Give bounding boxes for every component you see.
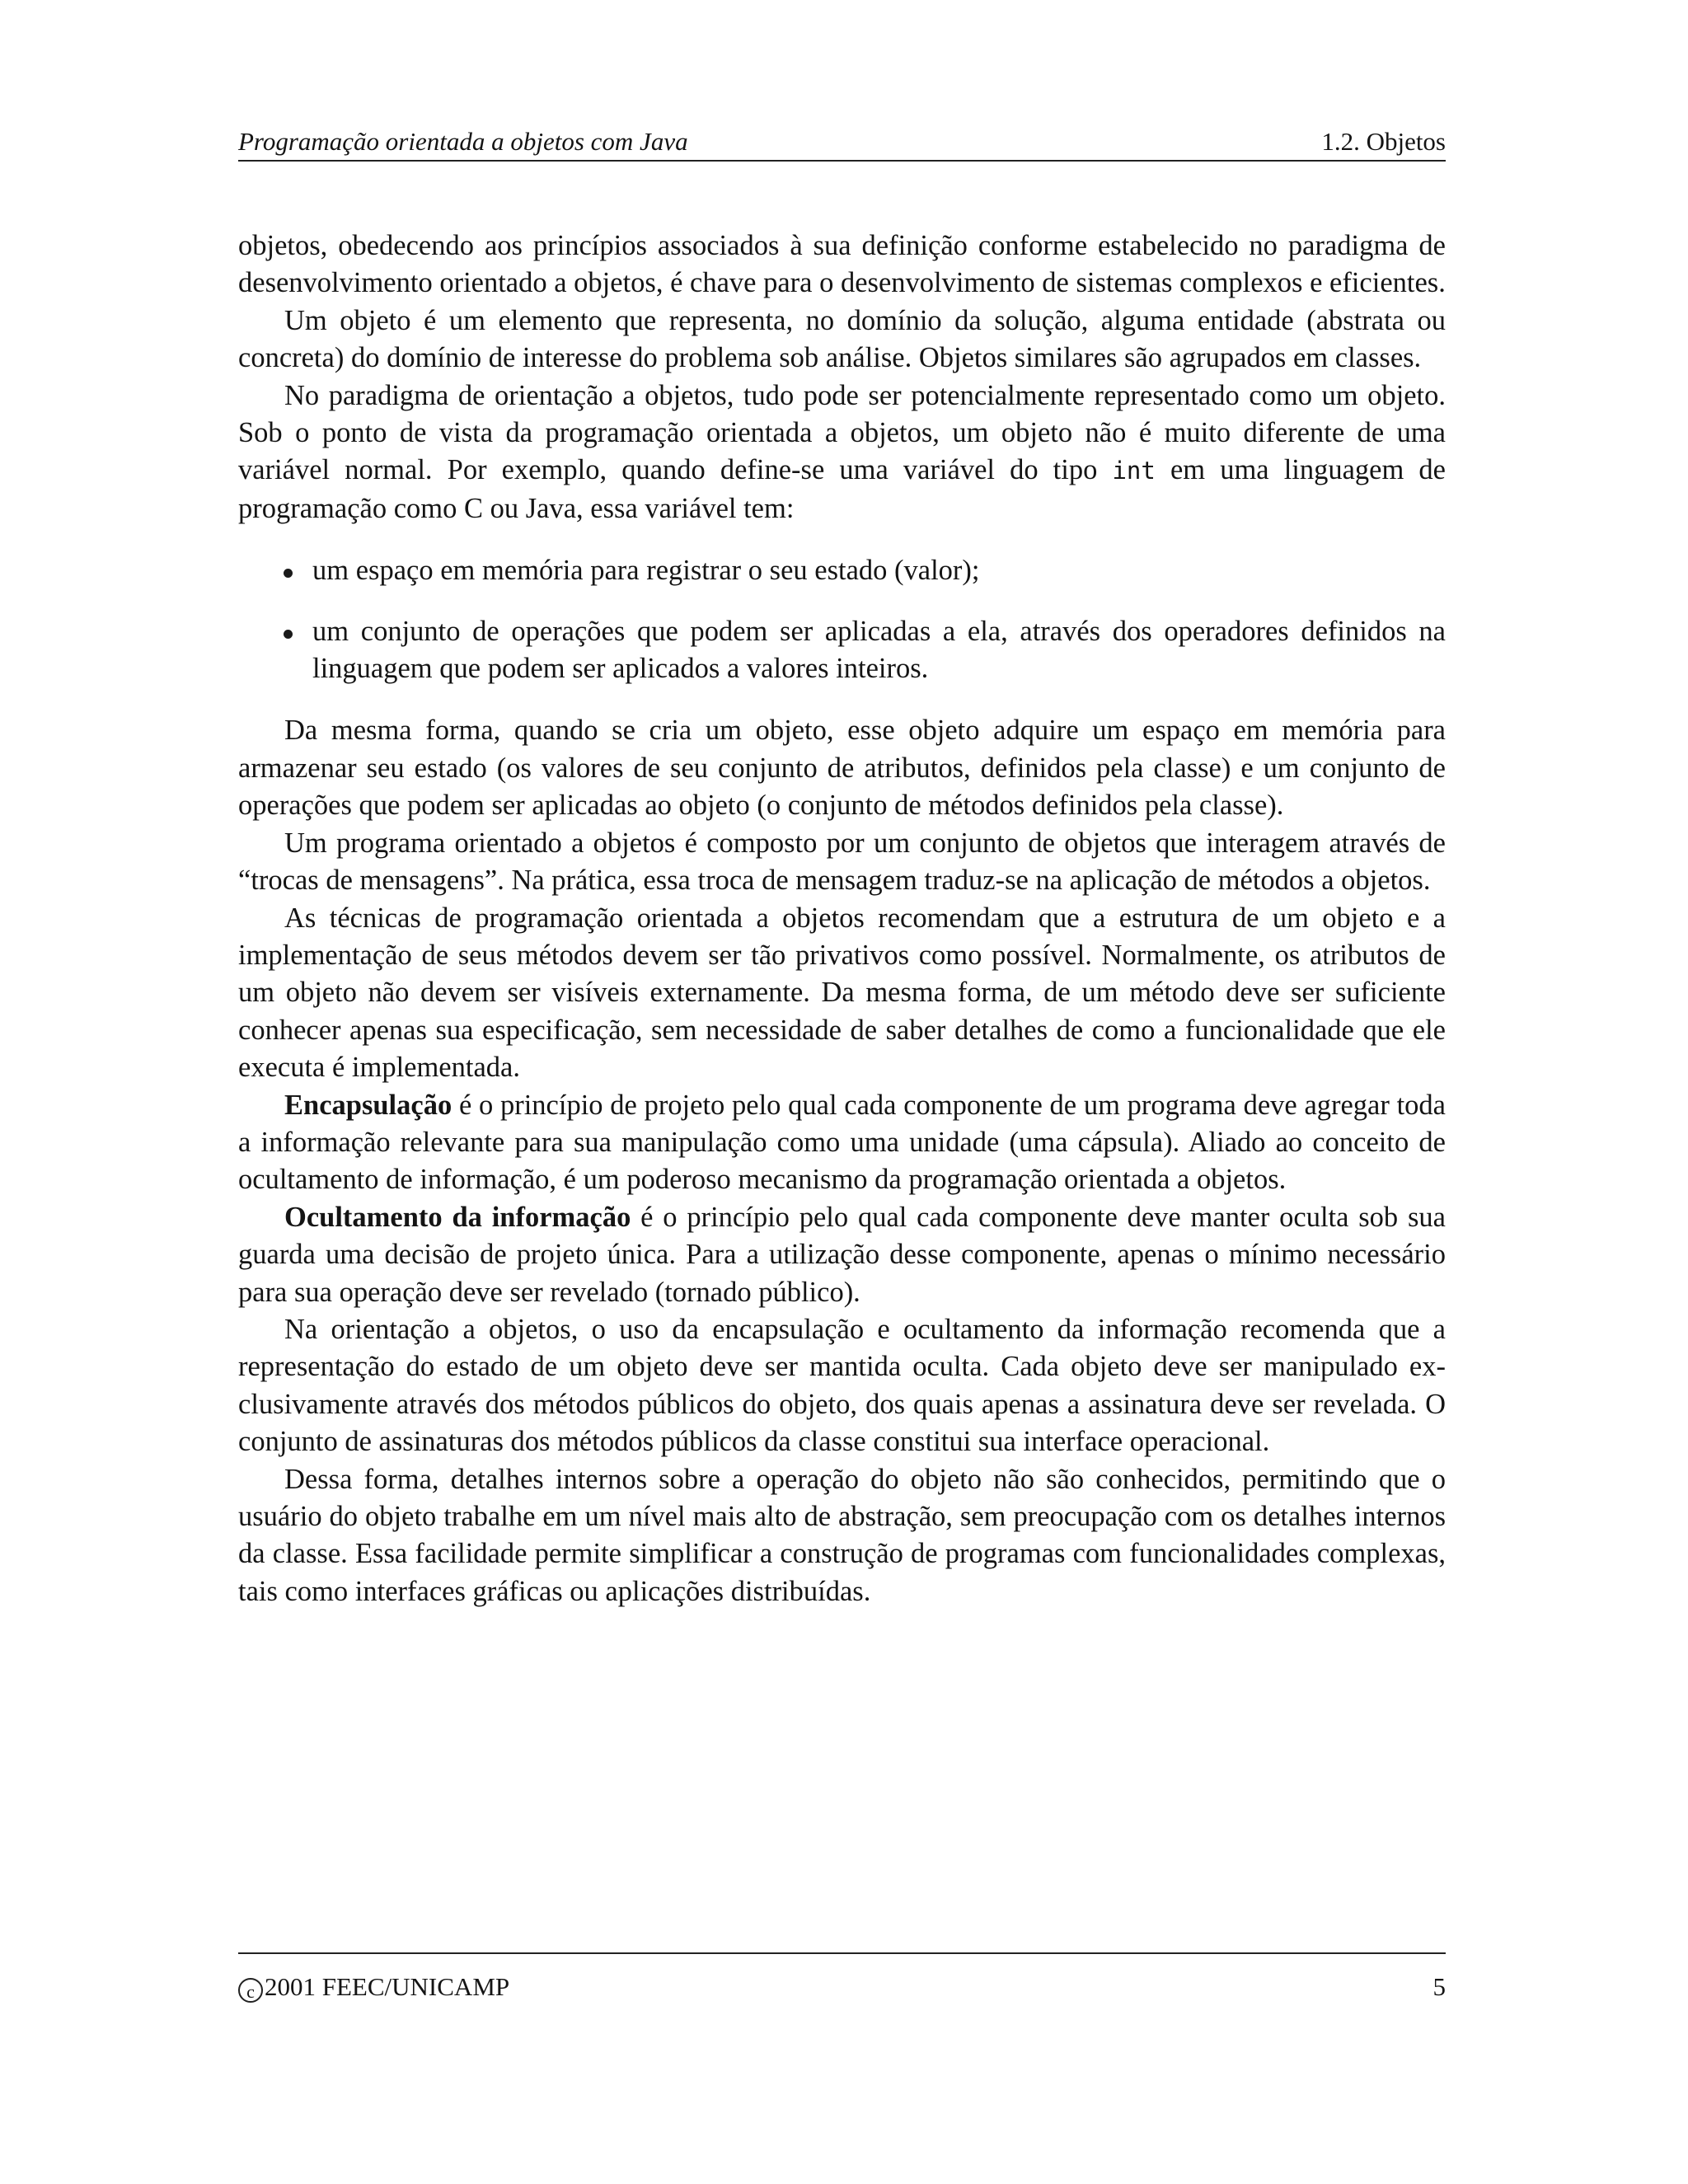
book-title: Programação orientada a objetos com Java — [238, 127, 688, 156]
term-encapsulacao: Encapsulação — [284, 1089, 452, 1121]
page-body — [238, 227, 1446, 1610]
bullet-icon — [284, 569, 293, 578]
paragraph-3-text-a: No paradigma de orientação a objetos, tudo pode ser potencialmente representado como um objeto. Sob o ponto de vista da programação orientada a objetos, um objeto não é muito diferente de uma variável normal. Por exemplo, quando define-se uma variável do tipo — [238, 379, 1446, 486]
paragraph-4: Da mesma forma, quando se cria um objeto, esse objeto adquire um espaço em memória para armazenar seu estado (os valores de seu conjunto de atributos, definidos pela classe) e um conjunto de operações que podem ser aplicadas ao objeto (o conjunto de métodos definidos pela classe). — [238, 715, 1446, 822]
copyright-text: 2001 FEEC/UNICAMP — [265, 1972, 510, 2001]
list-item — [238, 613, 1446, 688]
paragraph-8 — [238, 1199, 1446, 1311]
paragraph-3-text-b: em uma linguagem de programação como C ou Java, essa variável tem: — [238, 454, 1446, 524]
paragraph-3 — [238, 377, 1446, 528]
copyright-icon: c — [238, 1978, 263, 2003]
paragraph-2: Um objeto é um elemento que representa, no domínio da solução, alguma entidade (abstrata ou concreta) do domínio de interesse do problema sob análise. Objetos similares são agrupados em classes. — [238, 304, 1446, 374]
running-header — [238, 122, 1446, 162]
list-item-text: um espaço em memória para registrar o seu estado (valor); — [312, 555, 980, 587]
page-footer — [238, 1952, 1446, 2004]
paragraph-7 — [238, 1087, 1446, 1199]
paragraph-5: Um programa orientado a objetos é composto por um conjunto de objetos que interagem através de “trocas de mensagens”. Na prática, essa troca de mensagem traduz-se na aplicação de métodos a objetos. — [238, 827, 1446, 897]
section-title: 1.2. Objetos — [1321, 127, 1446, 156]
paragraph-7-text: é o princípio de projeto pelo qual cada componente de um programa deve agregar toda a informação relevante para sua manipulação como uma unidade (uma cápsula). Aliado ao conceito de ocultamento de informação, é um poderoso mecanismo da programação orientada a objetos. — [238, 1089, 1446, 1196]
copyright — [238, 1971, 509, 2004]
paragraph-10: Dessa forma, detalhes internos sobre a operação do objeto não são conhecidos, permitindo que o usuário do objeto trabalhe em um nível mais alto de abstração, sem preocupação com os detalhes internos da classe. Essa facilidade permite simplificar a construção de programas com funcionalidades complexas, tais como interfaces gráficas ou aplicações distribuídas. — [238, 1463, 1446, 1607]
bullet-icon — [284, 630, 293, 639]
inline-code-int: int — [1112, 457, 1156, 485]
paragraph-1: objetos, obedecendo aos princípios associados à sua definição conforme estabelecido no paradigma de desenvolvimento orientado a objetos, é chave para o desenvolvimento de sistemas complexos e eficientes. — [238, 230, 1446, 299]
bullet-list — [238, 552, 1446, 687]
list-item — [238, 552, 1446, 589]
page-number: 5 — [1432, 1972, 1446, 2001]
paragraph-9: Na orientação a objetos, o uso da encapsulação e ocultamento da informação recomenda que a representação do estado de um objeto deve ser mantida oculta. Cada objeto deve ser manipulado exclusivamente através dos métodos públicos do objeto, dos quais apenas a assinatura deve ser revelada. O conjunto de assinaturas dos métodos públicos da classe constitui sua interface operacional. — [238, 1313, 1446, 1458]
paragraph-6: As técnicas de programação orientada a objetos recomendam que a estrutura de um objeto e a implementação de seus métodos devem ser tão privativos como possível. Normalmente, os atributos de um objeto não devem ser visíveis externamente. Da mesma forma, de um método deve ser suficiente conhecer apenas sua especificação, sem necessidade de saber detalhes de como a funcionalidade que ele executa é implementada. — [238, 902, 1446, 1084]
term-ocultamento: Ocultamento da informação — [284, 1201, 631, 1233]
paragraph-8-text: é o princípio pelo qual cada componente deve manter oculta sob sua guarda uma decisão de projeto única. Para a utilização desse componente, apenas o mínimo necessário para sua operação deve ser revelado (tornado público). — [238, 1201, 1446, 1308]
list-item-text: um conjunto de operações que podem ser aplicadas a ela, através dos operadores definidos na linguagem que podem ser aplicados a valores inteiros. — [312, 615, 1446, 685]
